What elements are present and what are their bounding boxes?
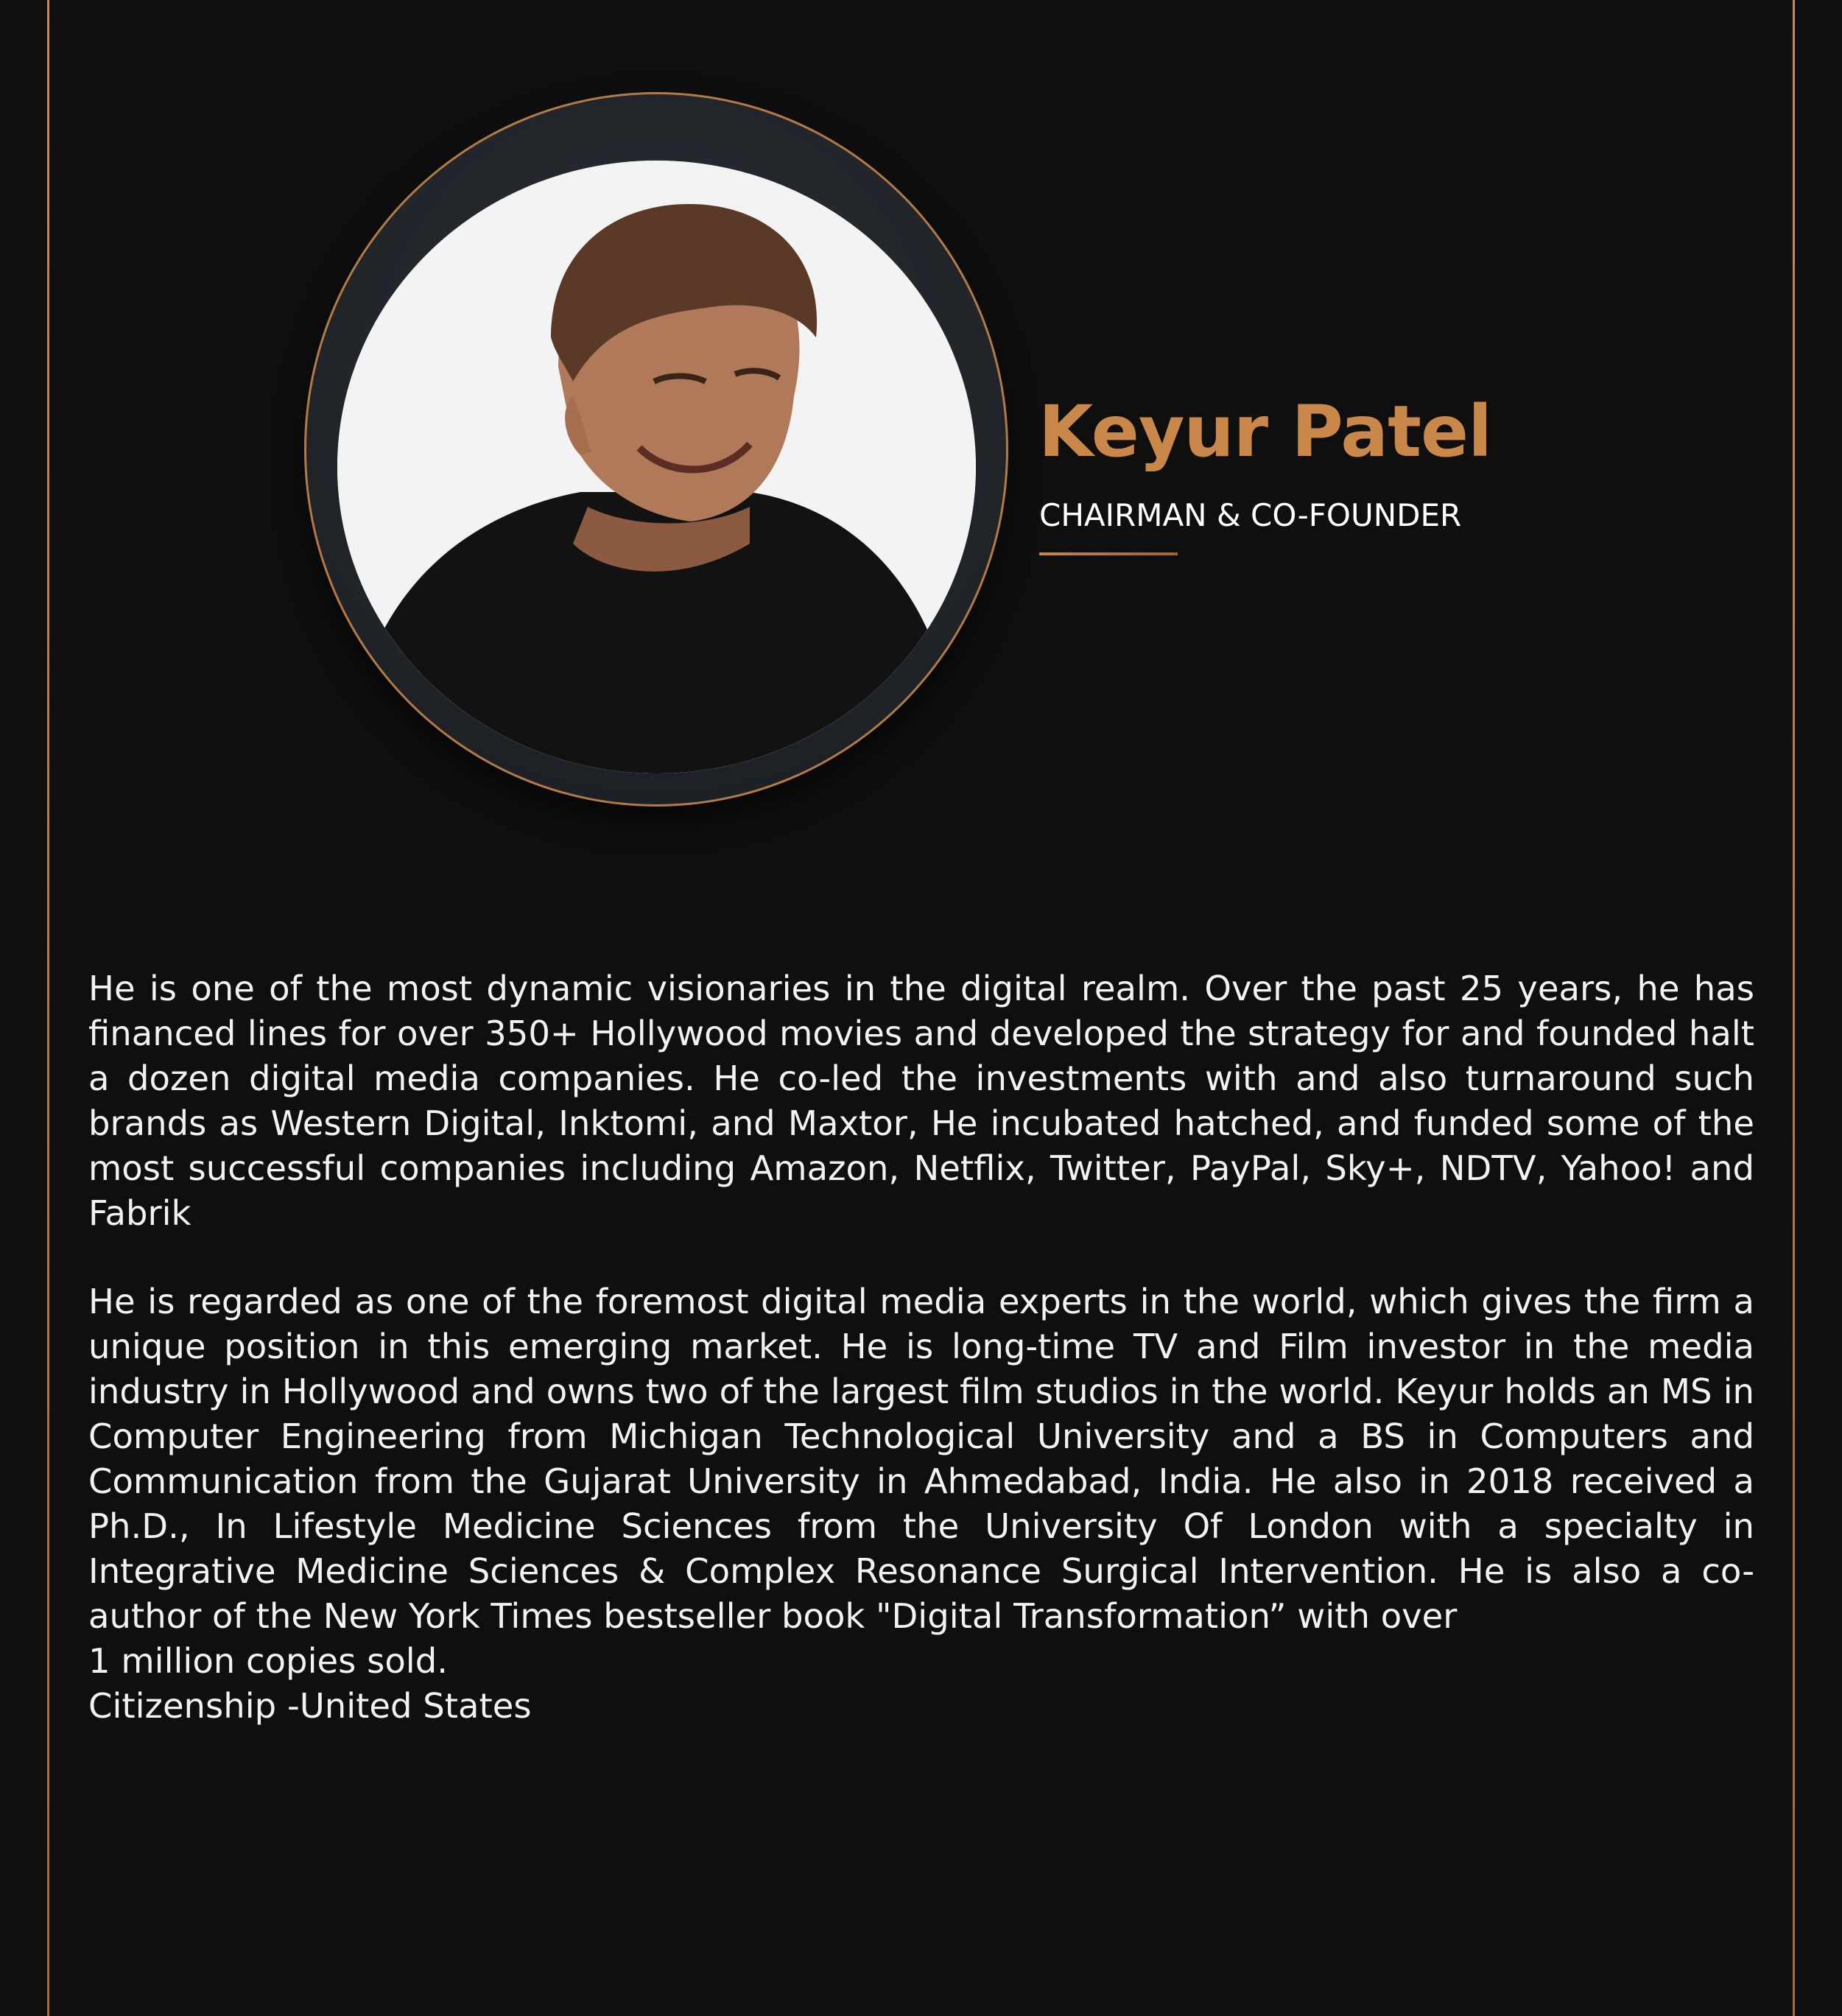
portrait-photo xyxy=(337,161,976,773)
bio-paragraph-1-text: He is one of the most dynamic visionaries in the digital realm. Over the past 25 years, he has financed lines for over 350+ Hollywood movies and developed the strategy for and founded halt a dozen digital media companies. He co-led the investments with and also turnaround such brands as Western Digital, Inktomi, and Maxtor, He incubated hatched, and funded some of the most successful companies including Amazon, Netflix, Twitter, PayPal, Sky+, NDTV, Yahoo! and Fabrik xyxy=(88,969,1754,1233)
person-role: CHAIRMAN & CO-FOUNDER xyxy=(1039,497,1462,533)
bio-citizenship-line: Citizenship -United States xyxy=(88,1686,532,1726)
right-border-line xyxy=(1793,0,1795,2016)
role-underline-divider xyxy=(1039,552,1178,555)
bio-paragraph-1 xyxy=(88,966,1754,1236)
person-name: Keyur Patel xyxy=(1038,390,1491,473)
bio-paragraph-2-text: He is regarded as one of the foremost digital media experts in the world, which gives the firm a unique position in this emerging market. He is long-time TV and Film investor in the media industry in Hollywood and owns two of the largest film studios in the world. Keyur holds an MS in Computer Engineering from Michigan Technological University and a BS in Computers and Communication from the Gujarat University in Ahmedabad, India. He also in 2018 received a Ph.D., In Lifestyle Medicine Sciences from the University Of London with a specialty in Integrative Medicine Sciences & Complex Resonance Surgical Intervention. He is also a co-author of the New York Times bestseller book "Digital Transformation” with over xyxy=(88,1282,1754,1636)
left-border-line xyxy=(47,0,49,2016)
bio-paragraph-2 xyxy=(88,1279,1754,1729)
bio-copies-line: 1 million copies sold. xyxy=(88,1641,449,1681)
person-photo-icon xyxy=(337,161,976,773)
